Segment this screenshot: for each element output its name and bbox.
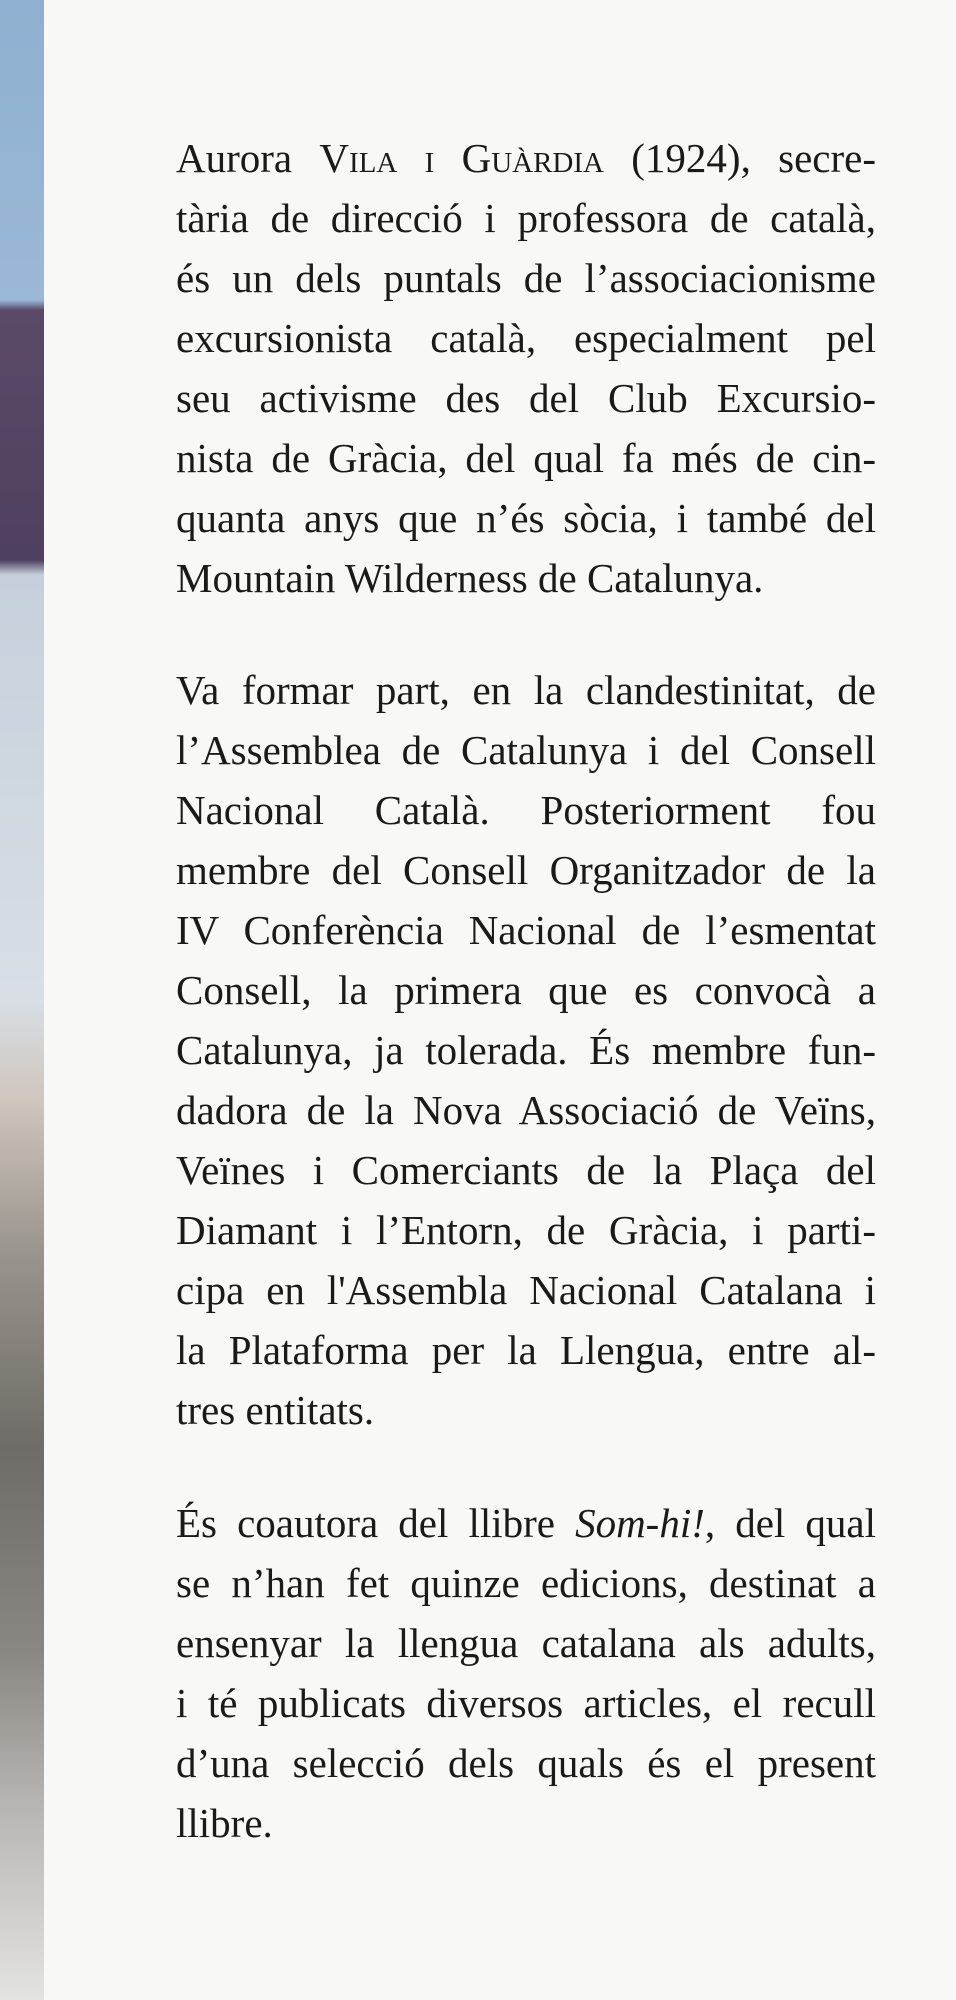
text-fragment: , del qual xyxy=(704,1500,876,1546)
text-line: excursionista català, especialment pel xyxy=(176,315,876,361)
text-fragment: És coautora del llibre xyxy=(176,1500,576,1546)
text-line: Va formar part, en la clandestinitat, de xyxy=(176,667,876,713)
text-line: se n’han fet quinze edicions, destinat a xyxy=(176,1560,876,1606)
text-line: membre del Consell Organitzador de la xyxy=(176,847,876,893)
text-line: tres entitats. xyxy=(176,1387,375,1433)
text-line: IV Conferència Nacional de l’esmentat xyxy=(176,907,876,953)
book-flap-page xyxy=(44,0,956,2000)
text-line: i té publicats diversos articles, el recull xyxy=(176,1680,876,1726)
text-line: Consell, la primera que es convocà a xyxy=(176,967,876,1013)
author-surname: Vila i Guàrdia xyxy=(319,135,604,181)
cover-image-edge xyxy=(0,0,44,2000)
text-line: Nacional Català. Posteriorment fou xyxy=(176,787,876,833)
text-line: és un dels puntals de l’associacionisme xyxy=(176,255,876,301)
text-line: Veïnes i Comerciants de la Plaça del xyxy=(176,1147,876,1193)
text-line: nista de Gràcia, del qual fa més de cin- xyxy=(176,435,876,481)
text-line: quanta anys que n’és sòcia, i també del xyxy=(176,495,876,541)
text-line: Mountain Wilderness de Catalunya. xyxy=(176,555,764,601)
text-line: Diamant i l’Entorn, de Gràcia, i parti- xyxy=(176,1207,876,1253)
text-line: ensenyar la llengua catalana als adults, xyxy=(176,1620,876,1666)
biography-paragraph-1 xyxy=(176,128,876,608)
text-line: Catalunya, ja tolerada. És membre fun- xyxy=(176,1027,876,1073)
text-line: cipa en l'Assembla Nacional Catalana i xyxy=(176,1267,876,1313)
biography-paragraph-2 xyxy=(176,660,876,1440)
text-line: l’Assemblea de Catalunya i del Consell xyxy=(176,727,876,773)
text-line: tària de direcció i professora de català, xyxy=(176,195,876,241)
text-line: seu activisme des del Club Excursio- xyxy=(176,375,876,421)
text-line: dadora de la Nova Associació de Veïns, xyxy=(176,1087,876,1133)
author-given-name: Aurora xyxy=(176,135,293,181)
text-line: llibre. xyxy=(176,1800,273,1846)
book-title: Som-hi! xyxy=(575,1500,705,1546)
text-line xyxy=(176,1493,876,1553)
text-line: la Plataforma per la Llengua, entre al- xyxy=(176,1327,876,1373)
text-line: d’una selecció dels quals és el present xyxy=(176,1740,876,1786)
text-line xyxy=(176,128,876,188)
author-year: (1924), secre- xyxy=(631,135,876,181)
biography-paragraph-3 xyxy=(176,1493,876,1853)
